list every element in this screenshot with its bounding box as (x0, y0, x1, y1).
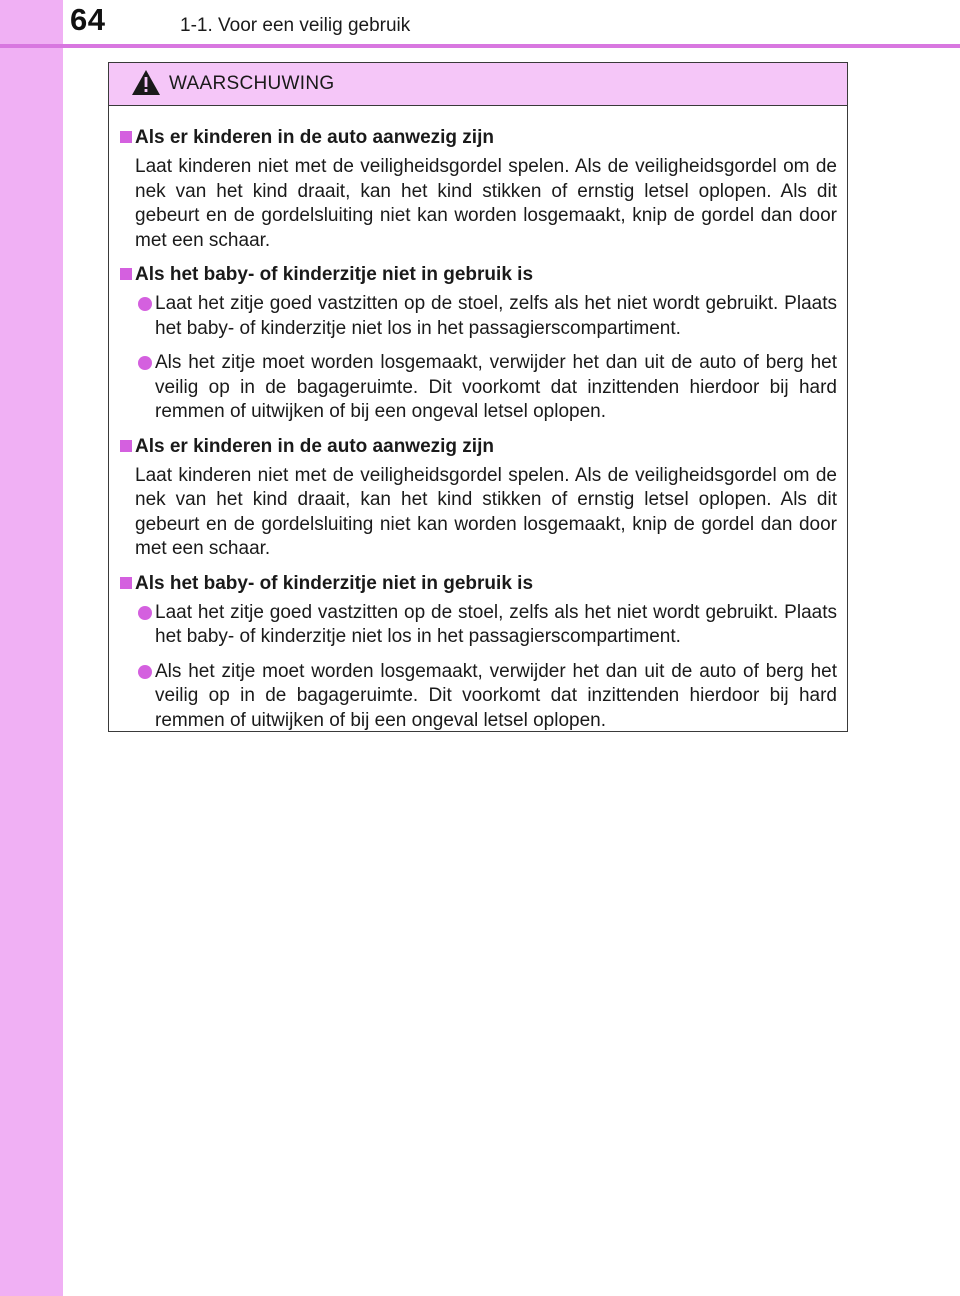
bullet-item (115, 351, 837, 425)
warning-section (115, 126, 837, 253)
bullet-text: Laat het zitje goed vastzitten op de stoel, zelfs als het niet wordt gebruikt. Plaats het baby- of kinderzitje niet los in het passagierscompartiment. (155, 601, 837, 647)
side-color-band (0, 0, 63, 1296)
square-bullet-icon (120, 131, 132, 143)
warning-box (108, 62, 848, 732)
section-paragraph: Laat kinderen niet met de veiligheidsgordel spelen. Als de veiligheidsgordel om de nek van het kind draait, kan het kind stikken of ernstig letsel oplopen. Als dit gebeurt en de gordelsluiting niet kan worden losgemaakt, knip de gordel dan door met een schaar. (135, 156, 837, 251)
warning-section (115, 572, 837, 734)
section-heading (115, 435, 837, 459)
page-number: 64 (70, 2, 106, 37)
warning-section (115, 263, 837, 425)
bullet-item (115, 660, 837, 734)
warning-title: WAARSCHUWING (169, 73, 335, 94)
square-bullet-icon (120, 440, 132, 452)
section-heading-text: Als het baby- of kinderzitje niet in gebruik is (135, 264, 534, 285)
bullet-item (115, 601, 837, 650)
circle-bullet-icon (138, 297, 152, 311)
bullet-text: Laat het zitje goed vastzitten op de stoel, zelfs als het niet wordt gebruikt. Plaats het baby- of kinderzitje niet los in het passagierscompartiment. (155, 293, 837, 339)
warning-triangle-icon (131, 69, 161, 97)
section-paragraph: Laat kinderen niet met de veiligheidsgordel spelen. Als de veiligheidsgordel om de nek van het kind draait, kan het kind stikken of ernstig letsel oplopen. Als dit gebeurt en de gordelsluiting niet kan worden losgemaakt, knip de gordel dan door met een schaar. (135, 464, 837, 559)
circle-bullet-icon (138, 606, 152, 620)
header-rule (0, 44, 960, 48)
bullet-item (115, 292, 837, 341)
square-bullet-icon (120, 268, 132, 280)
section-title: 1-1. Voor een veilig gebruik (180, 15, 411, 36)
circle-bullet-icon (138, 356, 152, 370)
bullet-text: Als het zitje moet worden losgemaakt, verwijder het dan uit de auto of berg het veilig op in de bagageruimte. Dit voorkomt dat inzittenden hierdoor bij hard remmen of uitwijken of bij een ongeval letsel oplopen. (155, 660, 837, 731)
warning-body (109, 106, 847, 733)
warning-header (109, 63, 847, 106)
section-heading (115, 263, 837, 287)
warning-section (115, 435, 837, 562)
bullet-text: Als het zitje moet worden losgemaakt, verwijder het dan uit de auto of berg het veilig op in de bagageruimte. Dit voorkomt dat inzittenden hierdoor bij hard remmen of uitwijken of bij een ongeval letsel oplopen. (155, 352, 837, 422)
square-bullet-icon (120, 577, 132, 589)
section-heading-text: Als er kinderen in de auto aanwezig zijn (135, 435, 494, 457)
section-heading-text: Als het baby- of kinderzitje niet in gebruik is (135, 572, 534, 594)
section-heading (115, 126, 837, 150)
section-heading (115, 572, 837, 596)
circle-bullet-icon (138, 665, 152, 679)
section-heading-text: Als er kinderen in de auto aanwezig zijn (135, 127, 494, 148)
